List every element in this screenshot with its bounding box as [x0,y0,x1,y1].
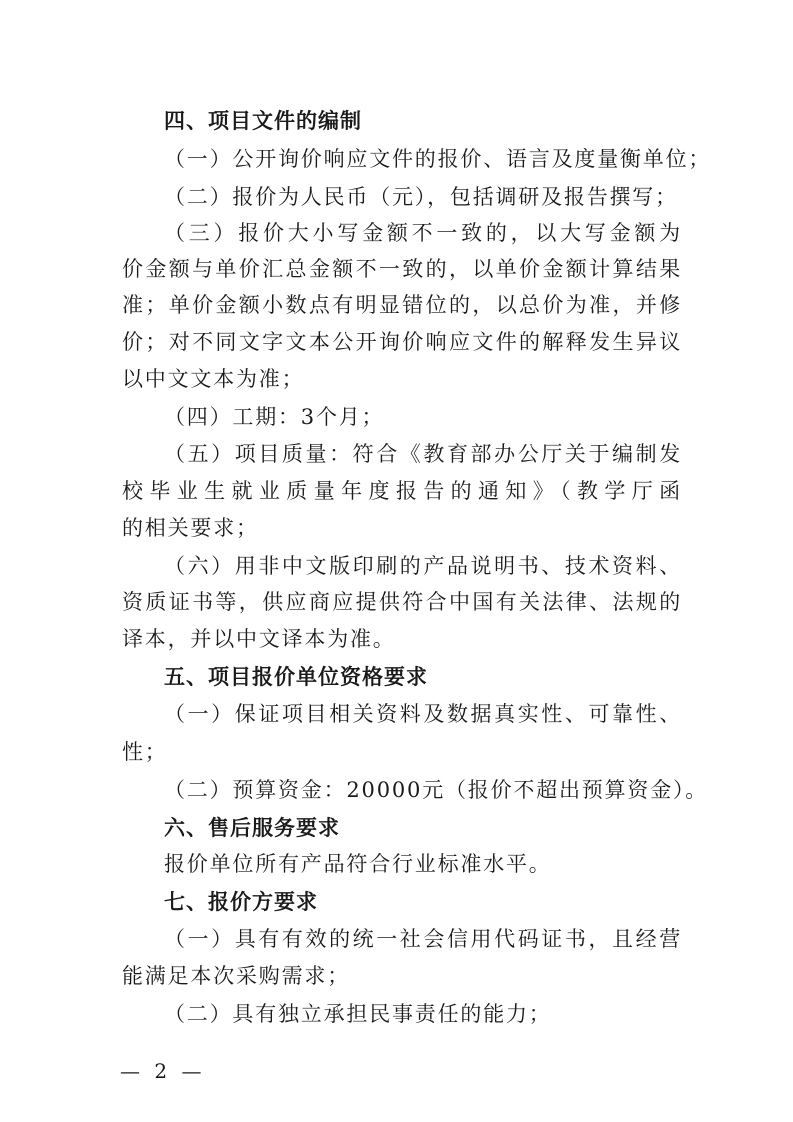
paragraph-line: 资质证书等，供应商应提供符合中国有关法律、法规的 [122,590,682,614]
paragraph-line: 价；对不同文字文本公开询价响应文件的解释发生异议 [122,330,682,354]
paragraph-line: 价金额与单价汇总金额不一致的，以单价金额计算结果 [122,257,682,281]
section-heading-7: 七、报价方要求 [164,890,318,914]
paragraph-line: 报价单位所有产品符合行业标准水平。 [164,852,552,876]
paragraph-line: （一）具有有效的统一社会信用代码证书，且经营 [164,927,682,951]
paragraph-line: （二）预算资金：20000元（报价不超出预算资金）。 [164,778,709,802]
paragraph-line: 校毕业生就业质量年度报告的通知》（教学厅函 [122,479,682,503]
section-heading-5: 五、项目报价单位资格要求 [164,665,428,689]
paragraph-line: （五）项目质量：符合《教育部办公厅关于编制发 [164,442,682,466]
paragraph-line: （一）公开询价响应文件的报价、语言及度量衡单位； [164,147,712,171]
paragraph-line: 以中文文本为准； [122,367,305,391]
paragraph-line: （三）报价大小写金额不一致的，以大写金额为 [164,221,682,245]
paragraph-line: 译本，并以中文译本为准。 [122,627,396,651]
paragraph-line: （六）用非中文版印刷的产品说明书、技术资料、 [164,554,682,578]
section-heading-4: 四、项目文件的编制 [164,109,362,133]
paragraph-line: （四）工期：3个月； [164,405,385,429]
paragraph-line: （二）具有独立承担民事责任的能力； [164,1002,552,1026]
paragraph-line: 性； [122,740,168,764]
paragraph-line: （二）报价为人民币（元），包括调研及报告撰写； [164,185,678,209]
page-number: — 2 — [120,1059,206,1083]
paragraph-line: 的相关要求； [122,516,259,540]
paragraph-line: （一）保证项目相关资料及数据真实性、可靠性、 [164,702,682,726]
section-heading-6: 六、售后服务要求 [164,816,340,840]
paragraph-line: 能满足本次采购需求； [122,964,350,988]
paragraph-line: 准；单价金额小数点有明显错位的，以总价为准，并修 [122,293,682,317]
